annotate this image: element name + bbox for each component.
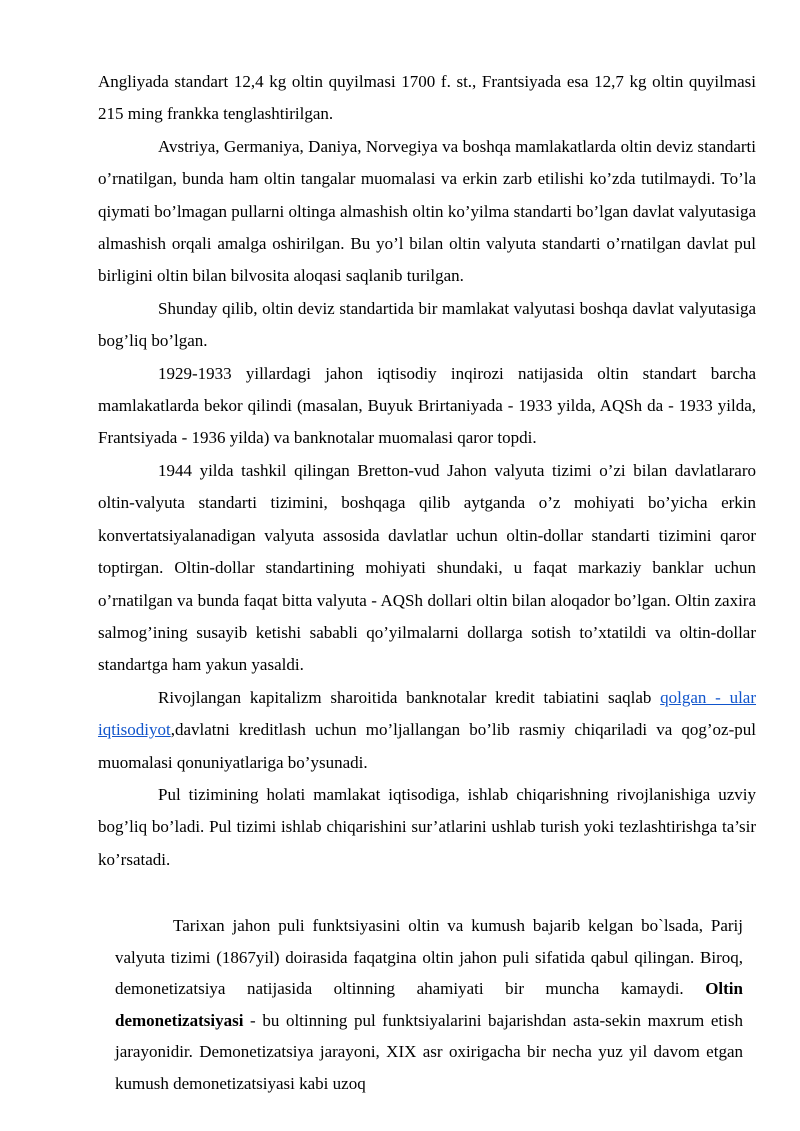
paragraph-text: - bu oltinning pul funktsiyalarini bajarishdan asta-sekin maxrum etish jarayonidir. Demonetizatsiya jarayoni, XIX asr oxirigacha bir necha yuz yil davom etgan kumush demonetizatsiyasi kabi uzoq	[115, 1010, 743, 1093]
paragraph	[98, 682, 756, 779]
paragraph: Avstriya, Germaniya, Daniya, Norvegiya va boshqa mamlakatlarda oltin deviz standarti o’rnatilgan, bunda ham oltin tangalar muomalasi va erkin zarb etilishi ko’zda tutilmaydi. To’la qiymati bo’lmagan pullarni oltinga almashish oltin ko’yilma standarti bo’lgan davlat valyutasiga almashish orqali amalga oshirilgan. Bu yo’l bilan oltin valyuta standarti o’rnatilgan davlat pul birligini oltin bilan bilvosita aloqasi saqlanib turilgan.	[98, 136, 756, 286]
bold-term: Oltin demonetizatsiyasi	[115, 979, 743, 1030]
paragraph-text: Tarixan jahon puli funktsiyasini oltin va kumush bajarib kelgan bo`lsada, Parij valyuta tizimi (1867yil) doirasida faqatgina oltin jahon puli sifatida qabul qilingan. Biroq, demonetizatsiya natijasida oltinning ahamiyati bir muncha kamaydi.	[115, 916, 743, 998]
paragraph: Pul tizimining holati mamlakat iqtisodiga, ishlab chiqarishning rivojlanishiga uzviy bog’liq bo’ladi. Pul tizimi ishlab chiqarishini sur’atlarini ushlab turish yoki tezlashtirishga ta’sir ko’rsatadi.	[98, 784, 756, 869]
paragraph-text: ,davlatni kreditlash uchun mo’ljallangan bo’lib rasmiy chiqariladi va qog’oz-pul muomalasi qonuniyatlariga bo’ysunadi.	[98, 720, 756, 772]
indented-text-section	[115, 910, 743, 1099]
paragraph-continuation: Angliyada standart 12,4 kg oltin quyilmasi 1700 f. st., Frantsiyada esa 12,7 kg oltin quyilmasi 215 ming frankka tenglashtirilgan.	[98, 72, 756, 124]
paragraph	[115, 910, 743, 1099]
main-text-section	[98, 66, 756, 876]
paragraph: 1944 yilda tashkil qilingan Bretton-vud Jahon valyuta tizimi o’zi bilan davlatlararo oltin-valyuta standarti tizimini, boshqaga qilib aytganda o’z mohiyati bo’yicha erkin konvertatsiyalanadigan valyuta assosida davlatlar uchun oltin-dollar standarti tizimini qaror toptirgan. Oltin-dollar standartining mohiyati shundaki, u faqat markaziy banklar uchun o’rnatilgan va bunda faqat bitta valyuta - AQSh dollari oltin bilan aloqador bo’lgan. Oltin zaxira salmog’ining susayib ketishi sababli qo’yilmalarni dollarga sotish to’xtatildi va oltin-dollar standartga ham yakun yasaldi.	[98, 460, 756, 675]
paragraph-text: Rivojlangan kapitalizm sharoitida banknotalar kredit tabiatini saqlab	[158, 687, 661, 707]
paragraph: Shunday qilib, oltin deviz standartida bir mamlakat valyutasi boshqa davlat valyutasiga bog’liq bo’lgan.	[98, 298, 756, 351]
hyperlink[interactable]: qolgan - ular iqtisodiyot	[98, 687, 757, 740]
paragraph: 1929-1933 yillardagi jahon iqtisodiy inqirozi natijasida oltin standart barcha mamlakatlarda bekor qilindi (masalan, Buyuk Brirtaniyada - 1933 yilda, AQSh da - 1933 yilda, Frantsiyada - 1936 yilda) va banknotalar muomalasi qaror topdi.	[98, 363, 756, 448]
